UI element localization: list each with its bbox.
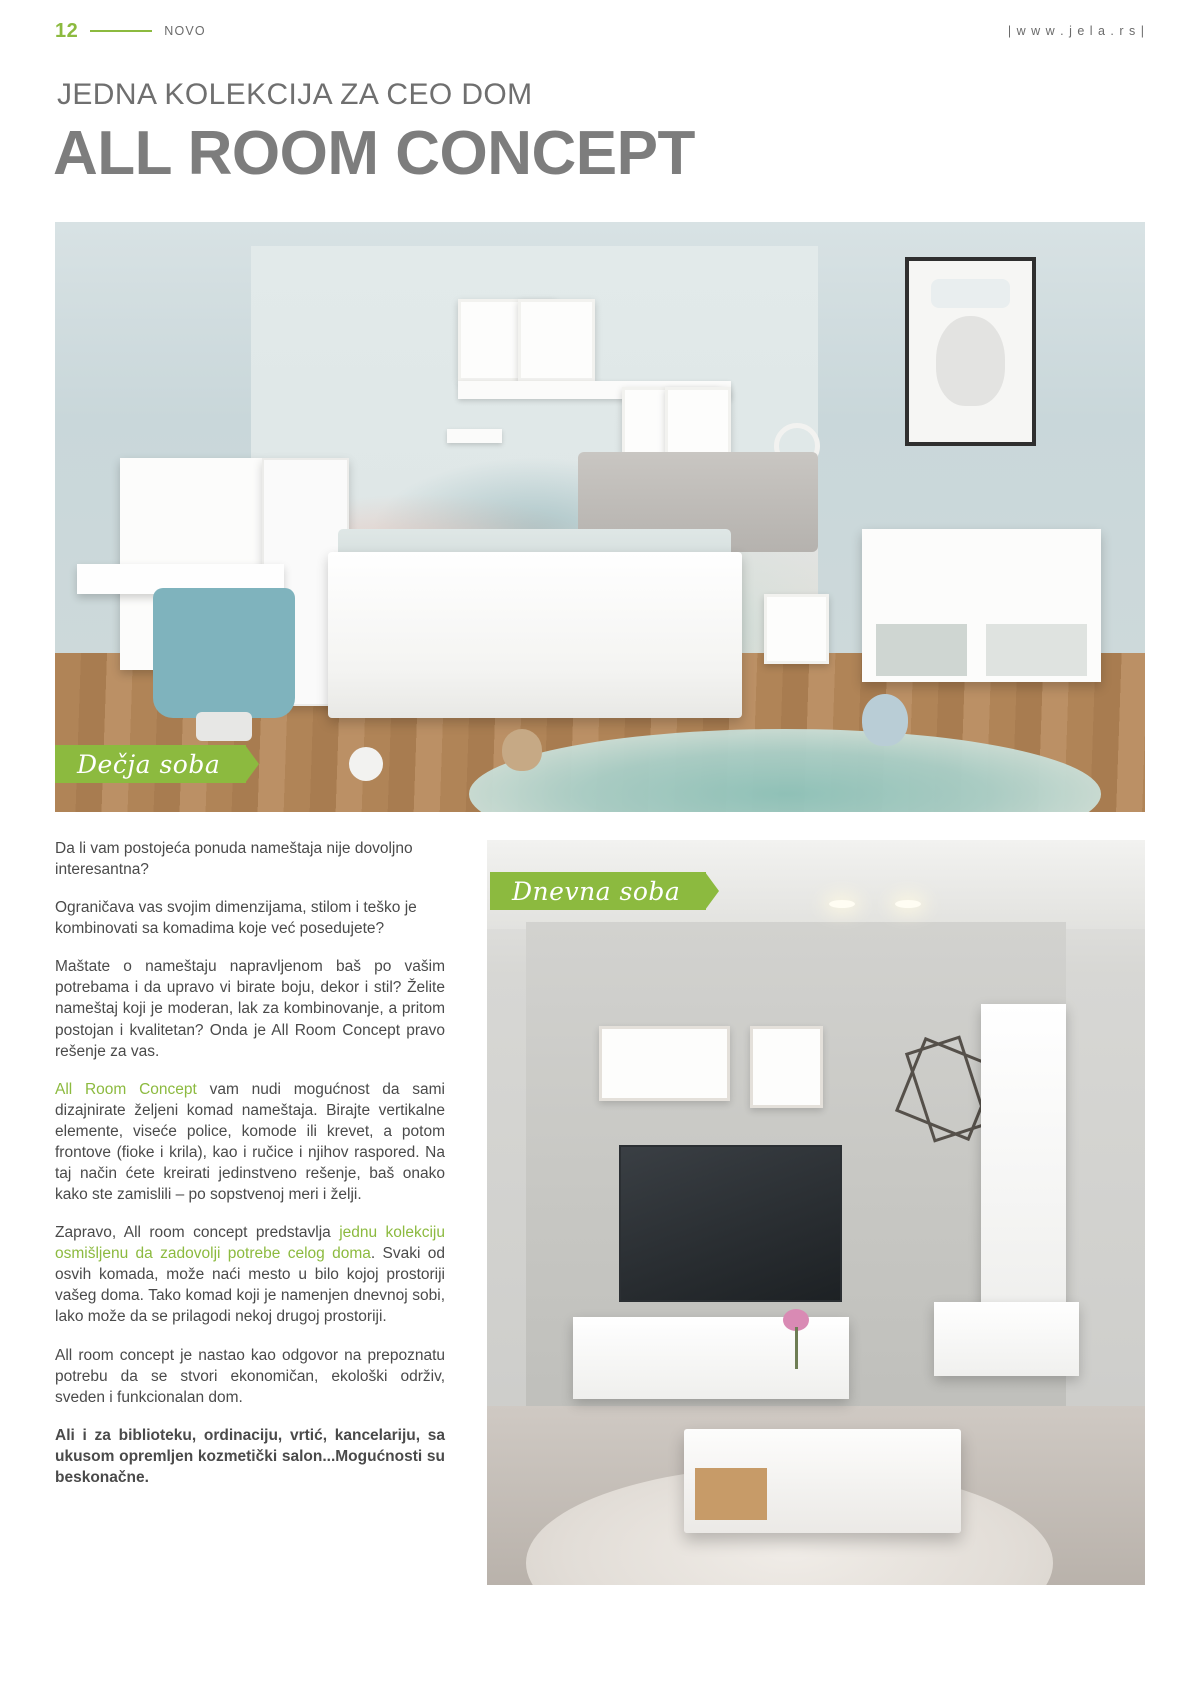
low-cabinet xyxy=(934,1302,1079,1377)
paragraph-4 xyxy=(55,1079,445,1205)
website-url: | w w w . j e l a . r s | xyxy=(1007,24,1145,38)
ribbon-living-room-label: Dnevna soba xyxy=(512,876,681,906)
ribbon-kids-room xyxy=(55,745,246,783)
header-divider-line xyxy=(90,30,152,32)
cube-shelf xyxy=(764,594,829,665)
paragraph-5-rest: . Svaki od osvih komada, može naći mesto u bilo kojoj prostoriji vašeg doma. Tako komad koji je namenjen dnevnoj sobi, lako može da se prilagodi nekoj drugoj prostoriji. xyxy=(55,1245,445,1326)
ceiling-spotlight xyxy=(895,900,921,908)
page-header xyxy=(55,18,1145,44)
living-room-scene xyxy=(487,840,1145,1585)
flower-in-vase xyxy=(783,1309,813,1369)
wall-cube-shelf xyxy=(750,1026,822,1108)
closing-statement: Ali i za biblioteku, ordinaciju, vrtić, kancelariju, sa ukusom opremljen kozmetički salon...Mogućnosti su beskonačne. xyxy=(55,1426,445,1486)
paragraph-4-highlight: All Room Concept xyxy=(55,1080,197,1098)
plush-bunny-toy xyxy=(862,694,908,746)
kids-room-photo xyxy=(55,222,1145,812)
paragraph-5 xyxy=(55,1222,445,1327)
paragraph-4-rest: vam nudi mogućnost da sami dizajnirate željeni komad nameštaja. Birajte vertikalne elemente, viseće police, komode ili krevet, a potom frontove (fioke i krila), kao i ručice i njihov raspored. Na taj način ćete kreirati jedinstveno rešenje, baš onako kako ste zamislili – po sopstvenoj meri i želji. xyxy=(55,1080,445,1204)
paragraph-6: All room concept je nastao kao odgovor na prepoznatu potrebu da se stvori ekonomičan, ekološki održiv, sveden i funkcionalan dom. xyxy=(55,1346,445,1406)
poster-speech-bubble xyxy=(931,279,1010,308)
ribbon-kids-room-label: Dečja soba xyxy=(77,749,221,779)
dresser-door xyxy=(986,624,1087,676)
article-text-column xyxy=(55,838,445,1505)
wall-shelf-box xyxy=(518,299,594,382)
television xyxy=(619,1145,843,1301)
flower-stem xyxy=(795,1327,798,1369)
framed-poster xyxy=(905,257,1036,446)
wall-shelf-plank xyxy=(447,429,502,444)
desk-chair xyxy=(153,588,295,718)
page-kicker: JEDNA KOLEKCIJA ZA CEO DOM xyxy=(57,78,533,111)
page-title: ALL ROOM CONCEPT xyxy=(53,119,695,188)
section-label: NOVO xyxy=(164,24,206,38)
poster-bear-illustration xyxy=(936,316,1005,406)
living-room-photo xyxy=(487,840,1145,1585)
paragraph-2: Ograničava vas svojim dimenzijama, stilom i teško je kombinovati sa komadima koje već posedujete? xyxy=(55,899,417,938)
paragraph-1: Da li vam postojeća ponuda nameštaja nije dovoljno interesantna? xyxy=(55,840,413,879)
wall-cabinet-glass xyxy=(599,1026,731,1101)
dresser-cabinet xyxy=(862,529,1102,682)
ceiling-spotlight xyxy=(829,900,855,908)
ribbon-living-room xyxy=(490,872,706,910)
paragraph-3: Maštate o nameštaju napravljenom baš po vašim potrebama i da upravo vi birate boju, dekor i stil? Želite nameštaj koji je moderan, lak za kombinovanje, a pritom postojan i kvalitetan? Onda je All Room Concept pravo rešenje za vas. xyxy=(55,958,445,1060)
paragraph-5-highlight: jednu kolekciju osmišljenu da zadovolji potrebe celog doma xyxy=(55,1224,445,1263)
dresser-door xyxy=(876,624,967,676)
coffee-table xyxy=(684,1429,960,1533)
kids-room-scene xyxy=(55,222,1145,812)
page-number: 12 xyxy=(55,19,79,42)
plush-bear-toy xyxy=(502,729,542,771)
bed-frame-with-drawer xyxy=(328,552,742,717)
paragraph-5-start: Zapravo, All room concept predstavlja xyxy=(55,1224,340,1242)
tall-wall-unit xyxy=(981,1004,1067,1332)
